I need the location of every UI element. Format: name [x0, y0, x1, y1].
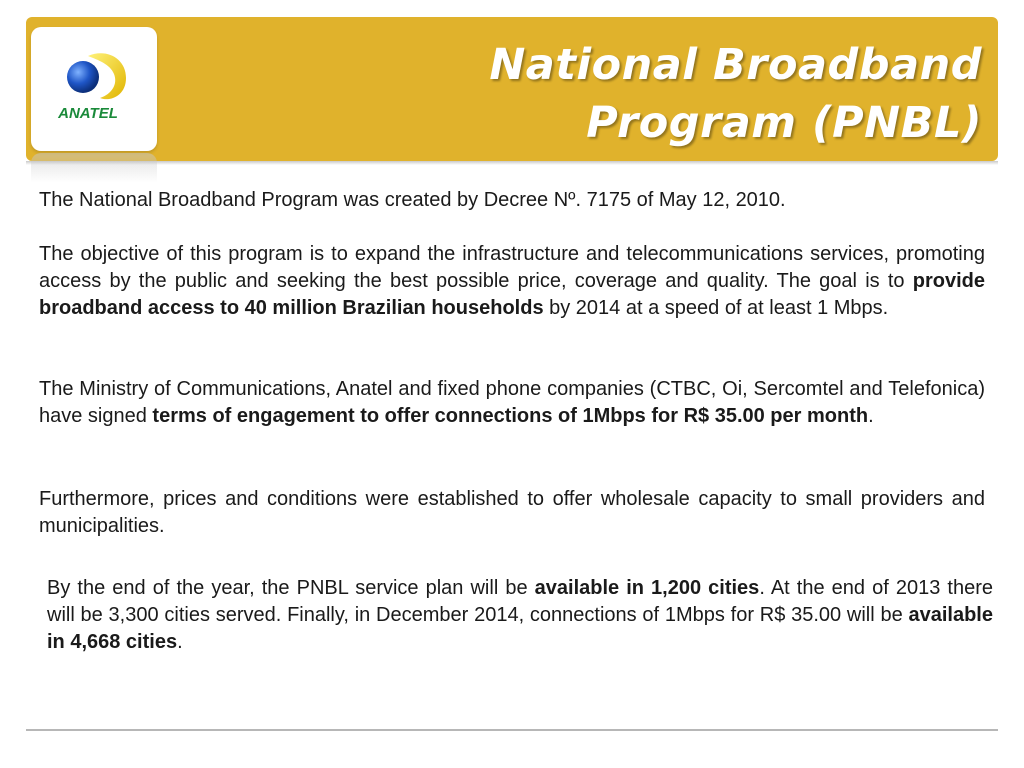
- logo-reflection: [31, 153, 157, 183]
- title-line-2: Program (PNBL): [586, 98, 982, 148]
- footer-divider: [26, 729, 998, 731]
- ministry-text-a: The Ministry of Communications, Anatel and fixed phone companies (CTBC, Oi, Sercomtel and Telefonica) have signed: [39, 378, 985, 427]
- page-title: [342, 36, 982, 152]
- wholesale-text: Furthermore, prices and conditions were established to offer wholesale capacity to small providers and municipalities.: [39, 488, 985, 537]
- decree-text: The National Broadband Program was created by Decree Nº. 7175 of May 12, 2010.: [39, 189, 786, 211]
- title-line-1: National Broadband: [489, 40, 982, 90]
- objective-text-c: by 2014 at a speed of at least 1 Mbps.: [543, 297, 889, 319]
- ministry-text-c: .: [868, 405, 874, 427]
- logo-text: ANATEL: [58, 105, 118, 122]
- paragraph-wholesale: [39, 486, 985, 540]
- objective-text-a: The objective of this program is to expand the infrastructure and telecommunications services, promoting access by the public and seeking the best possible price, coverage and quality. The goal is to: [39, 243, 985, 292]
- header-shadow: [26, 161, 998, 165]
- objective-highlight: provide broadband access to 40 million Brazilian households: [39, 270, 985, 319]
- logo-blue-sphere: [67, 61, 99, 93]
- cities-text-e: .: [177, 631, 183, 653]
- anatel-logo: [48, 44, 138, 130]
- cities-text-c: . At the end of 2013 there will be 3,300 cities served. Finally, in December 2014, connections of 1Mbps for R$ 35.00 will be: [47, 577, 993, 626]
- cities-text-a: By the end of the year, the PNBL service plan will be: [47, 577, 535, 599]
- paragraph-objective: [39, 241, 985, 322]
- paragraph-ministry: [39, 376, 985, 430]
- ministry-highlight: terms of engagement to offer connections of 1Mbps for R$ 35.00 per month: [152, 405, 869, 427]
- paragraph-decree: [39, 187, 985, 214]
- cities-highlight-4668: available in 4,668 cities: [47, 604, 993, 653]
- paragraph-cities: [47, 575, 993, 656]
- cities-highlight-1200: available in 1,200 cities: [534, 577, 760, 599]
